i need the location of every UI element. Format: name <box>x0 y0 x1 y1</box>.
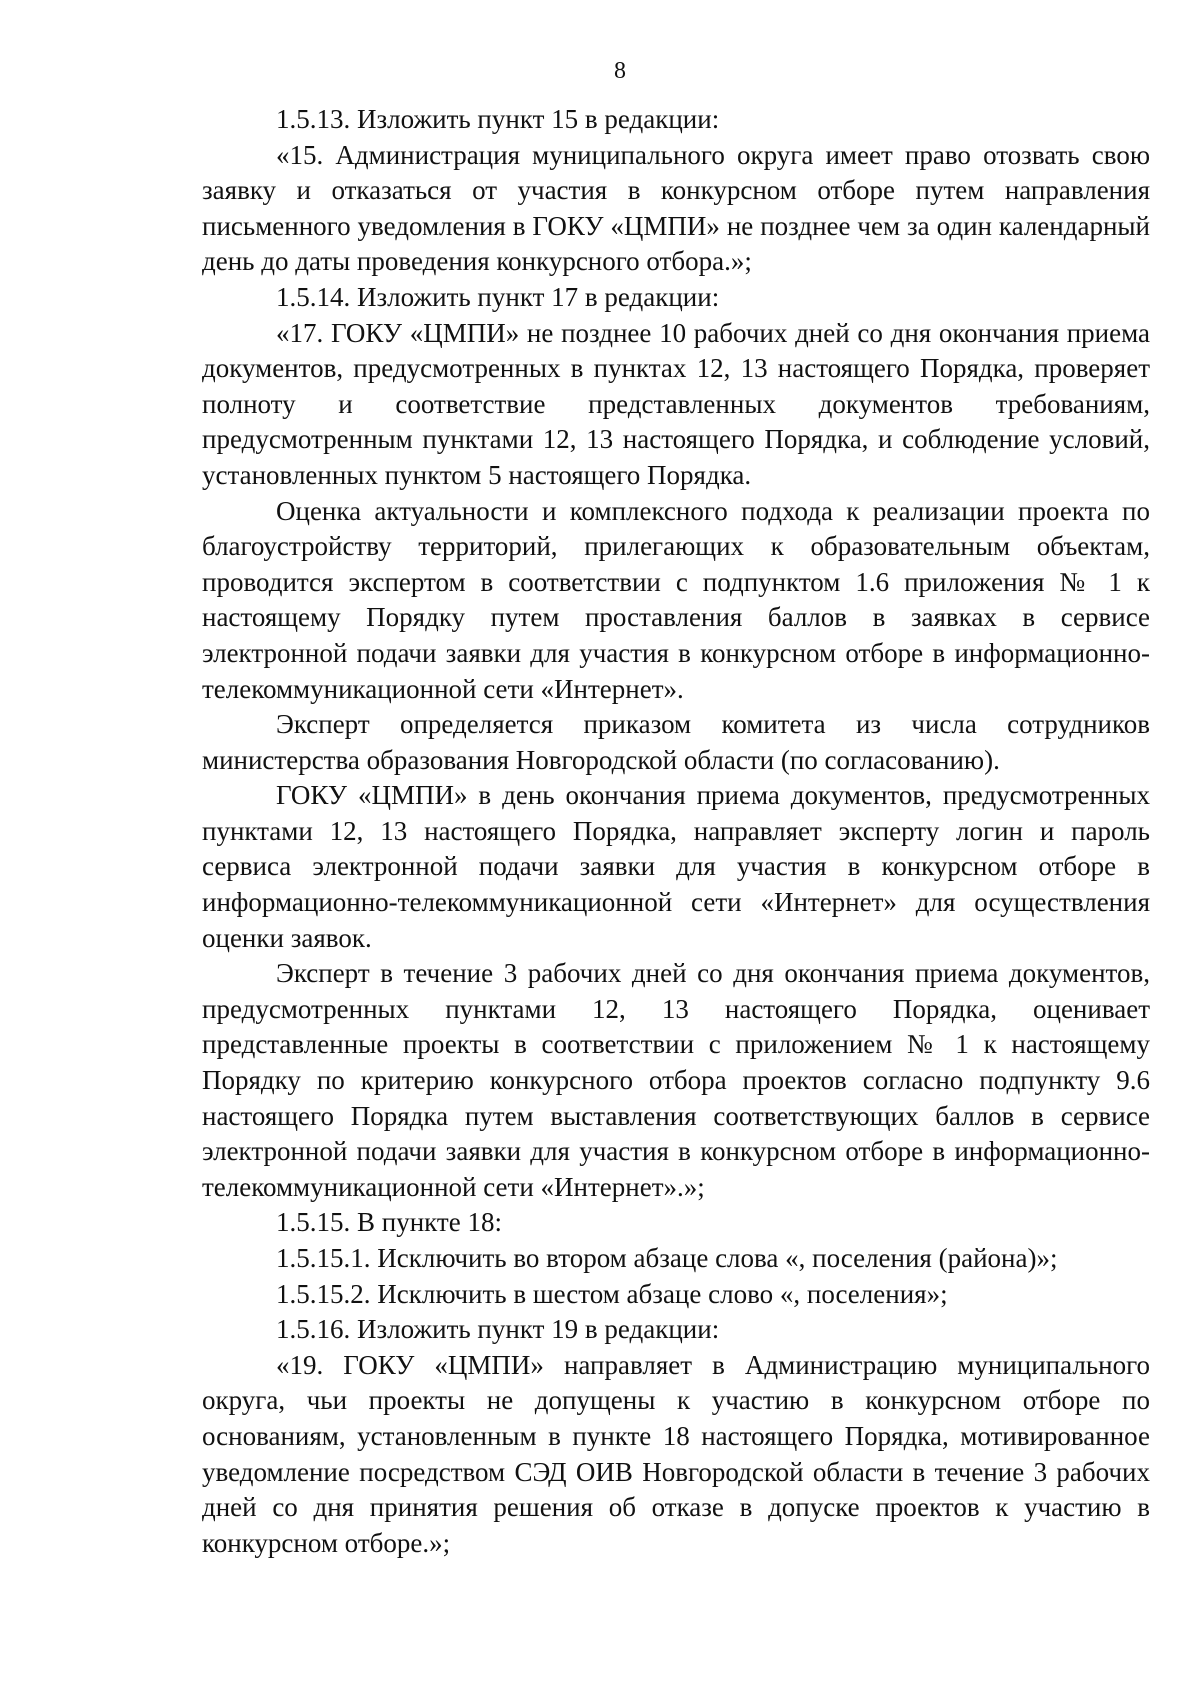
paragraph-1-5-14: 1.5.14. Изложить пункт 17 в редакции: <box>276 281 720 312</box>
paragraph-item-15: «15. Администрация муниципального округа имеет право отозвать свою заявку и отказаться от участия в конкурсном отборе путем направления письменного уведомления в ГОКУ «ЦМПИ» не позднее чем за один календарный день до даты проведения конкурсного отбора.»; <box>202 139 1150 277</box>
paragraph-expert-appointment: Эксперт определяется приказом комитета из числа сотрудников министерства образования Новгородской области (по согласованию). <box>202 709 1150 775</box>
paragraph-1-5-15: 1.5.15. В пункте 18: <box>276 1207 502 1238</box>
paragraph-item-17: «17. ГОКУ «ЦМПИ» не позднее 10 рабочих дней со дня окончания приема документов, предусмотренных в пунктах 12, 13 настоящего Порядка, проверяет полноту и соответствие представленных документов требованиям, предусмотренным пунктами 12, 13 настоящего Порядка, и соблюдение условий, установленных пунктом 5 настоящего Порядка. <box>202 317 1150 490</box>
document-body <box>202 102 1150 1561</box>
paragraph-1-5-15-2: 1.5.15.2. Исключить в шестом абзаце слово «, поселения»; <box>276 1278 948 1309</box>
paragraph-1-5-15-1: 1.5.15.1. Исключить во втором абзаце слова «, поселения (района)»; <box>276 1243 1058 1273</box>
page-number: 8 <box>614 58 626 84</box>
paragraph-login-password: ГОКУ «ЦМПИ» в день окончания приема документов, предусмотренных пунктами 12, 13 настоящего Порядка, направляет эксперту логин и пароль сервиса электронной подачи заявки для участия в конкурсном отборе в информационно-телекоммуникационной сети «Интернет» для осуществления оценки заявок. <box>202 780 1150 953</box>
paragraph-assessment: Оценка актуальности и комплексного подхода к реализации проекта по благоустройству территорий, прилегающих к образовательным объектам, проводится экспертом в соответствии с подпунктом 1.6 приложения № 1 к настоящему Порядку путем проставления баллов в заявках в сервисе электронной подачи заявки для участия в конкурсном отборе в информационно-телекоммуникационной сети «Интернет». <box>202 495 1150 704</box>
paragraph-expert-evaluation: Эксперт в течение 3 рабочих дней со дня окончания приема документов, предусмотренных пунктами 12, 13 настоящего Порядка, оценивает представленные проекты в соответствии с приложением № 1 к настоящему Порядку по критерию конкурсного отбора проектов согласно подпункту 9.6 настоящего Порядка путем выставления соответствующих баллов в сервисе электронной подачи заявки для участия в конкурсном отборе в информационно-телекоммуникационной сети «Интернет».»; <box>202 958 1150 1202</box>
paragraph-1-5-16: 1.5.16. Изложить пункт 19 в редакции: <box>276 1314 720 1345</box>
paragraph-1-5-13: 1.5.13. Изложить пункт 15 в редакции: <box>276 104 720 134</box>
paragraph-item-19: «19. ГОКУ «ЦМПИ» направляет в Администрацию муниципального округа, чьи проекты не допущены к участию в конкурсном отборе по основаниям, установленным в пункте 18 настоящего Порядка, мотивированное уведомление посредством СЭД ОИВ Новгородской области в течение 3 рабочих дней со дня принятия решения об отказе в допуске проектов к участию в конкурсном отборе.»; <box>202 1349 1150 1558</box>
